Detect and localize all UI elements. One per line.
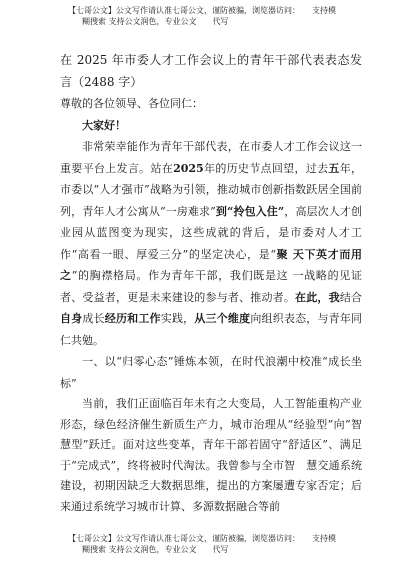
page-footer	[68, 533, 368, 555]
intro-part-a: 非常荣幸能作为青年干部代表，在市委人才工作会议这一重要平台上发言。站在	[60, 140, 362, 175]
word-count: （2488 字）	[72, 74, 143, 89]
paragraph-intro	[60, 136, 362, 351]
greeting: 大家好！	[82, 118, 126, 132]
intro-part-b: 年的历史节点回望，过去	[203, 161, 329, 175]
intro-part-e: ”的胸襟格局。作为青年干部，我们既是这 一战略的见证者、受益者，更是未来建设的参与者、推动者。	[60, 269, 362, 304]
intro-part-g: 我	[328, 290, 340, 304]
title-text: 在 2025 年市委人才工作会议上的青年干部代表表态发言	[60, 53, 362, 89]
intro-part-q: 组织表态，与青年同仁共勉。	[60, 312, 363, 347]
five-figure: 五	[328, 161, 340, 175]
bold-phrase-2: 聚 天下英才而用之	[60, 247, 362, 282]
intro-part-m: 实践	[160, 312, 184, 325]
section-heading-1: 一、以“归零心态”锤炼本领，在时代浪潮中校准“成长坐标”	[60, 355, 362, 390]
page-header	[68, 5, 368, 27]
header-line-1: 【七哥公文】公文写作请认准七哥公文，谨防被骗，浏览器访问： 支持模	[68, 6, 336, 15]
bold-phrase-1: 到“拎包入住”	[215, 204, 285, 218]
intro-part-f: 在此，	[295, 290, 329, 304]
intro-part-d: ，高层次人才创业园从蓝图变为现实，这些成就的背后，是市委对人才工作“高看一眼、厚爱三分”的坚定决心，是“	[60, 204, 363, 261]
intro-part-c: 年，市委以“人才强市”战略为引领，推动城市创新指数跃居全国前列，青年人才公寓从“一房难求”	[60, 161, 363, 218]
intro-part-h: 结合	[339, 290, 363, 304]
intro-part-j: 成长	[82, 312, 105, 325]
intro-part-l: 和工作	[127, 312, 161, 325]
header-line-2: 糊搜索 支持公文润色，专业公文 代写	[82, 17, 229, 26]
paragraph-section-1: 当前，我们正面临百年未有之大变局，人工智能重构产业形态，绿色经济催生新质生产力，城市治理从“经验型”向“智慧型”跃迁。面对这些变革，青年干部若固守“舒适区”、满足于“完成式”，终将被时代淘汰。我曾参与全市智 慧交通系统建设，初期因缺乏大数据思维，提出的方案屡遭专家否定；后来通过系统学习城市计算、多源数据融合等前	[60, 397, 362, 513]
footer-line-2: 糊搜索 支持公文润色，专业公文 代写	[82, 545, 229, 554]
intro-part-k: 经历	[104, 312, 128, 325]
intro-part-n: ，	[183, 312, 195, 325]
year-figure: 2025	[173, 161, 204, 175]
footer-line-1: 【七哥公文】公文写作请认准七哥公文，谨防被骗，浏览器访问： 支持模	[68, 534, 336, 543]
intro-part-p: 向	[250, 312, 262, 325]
intro-part-i: 自身	[60, 312, 83, 325]
intro-part-o: 从三个维度	[194, 312, 251, 325]
document-body	[60, 50, 362, 517]
document-title	[60, 50, 362, 93]
salutation: 尊敬的各位领导、各位同仁：	[60, 97, 203, 110]
